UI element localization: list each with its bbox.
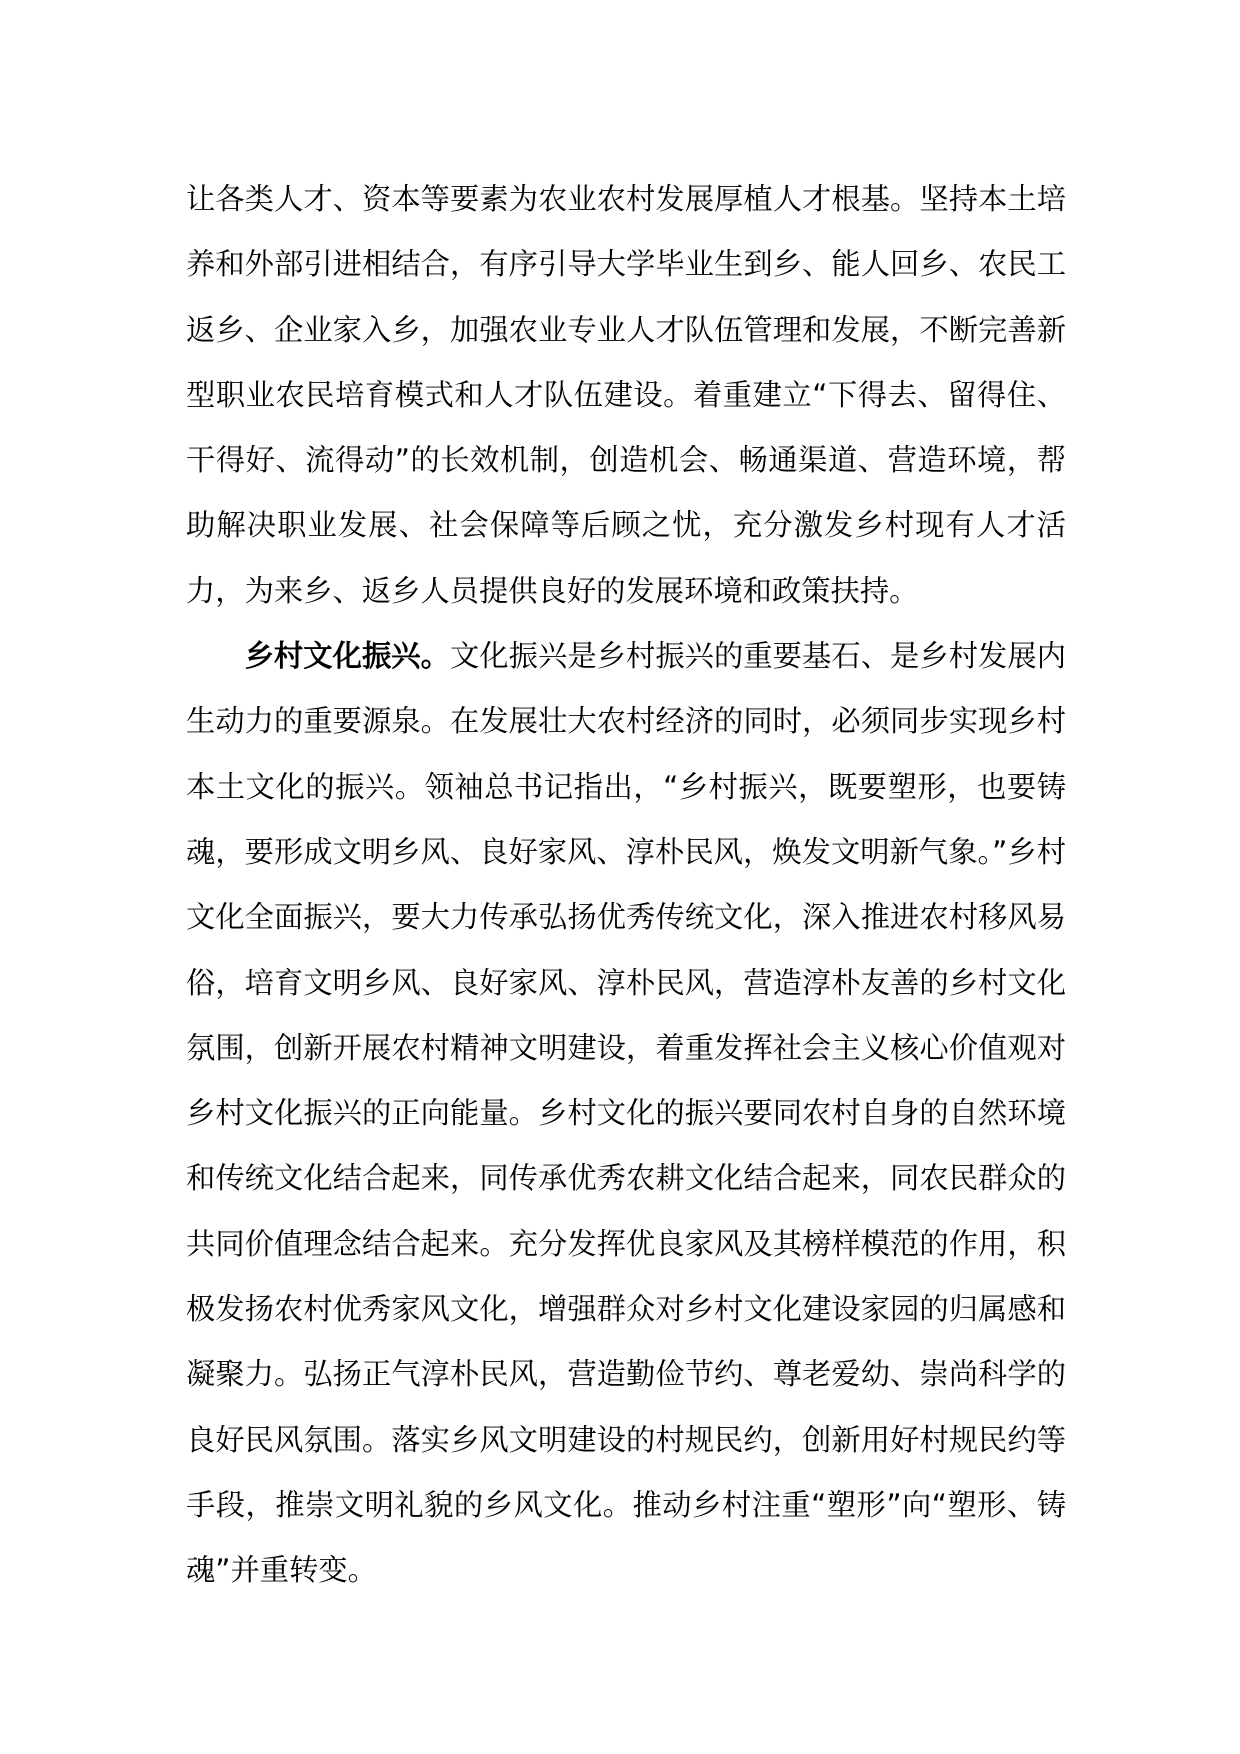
paragraph-text: 让各类人才、资本等要素为农业农村发展厚植人才根基。坚持本土培养和外部引进相结合，有序引导大学毕业生到乡、能人回乡、农民工返乡、企业家入乡，加强农业专业人才队伍管理和发展，不断完善新型职业农民培育模式和人才队伍建设。着重建立“下得去、留得住、干得好、流得动”的长效机制，创造机会、畅通渠道、营造环境，帮助解决职业发展、社会保障等后顾之忧，充分激发乡村现有人才活力，为来乡、返乡人员提供良好的发展环境和政策扶持。 bbox=[186, 182, 1066, 608]
paragraph-culture-revitalization bbox=[186, 624, 1066, 1603]
document-page bbox=[186, 167, 1066, 1604]
paragraph-heading: 乡村文化振兴。 bbox=[244, 639, 450, 674]
paragraph-text: 文化振兴是乡村振兴的重要基石、是乡村发展内生动力的重要源泉。在发展壮大农村经济的同时，必须同步实现乡村本土文化的振兴。领袖总书记指出，“乡村振兴，既要塑形，也要铸魂，要形成文明乡风、良好家风、淳朴民风，焕发文明新气象。”乡村文化全面振兴，要大力传承弘扬优秀传统文化，深入推进农村移风易俗，培育文明乡风、良好家风、淳朴民风，营造淳朴友善的乡村文化氛围，创新开展农村精神文明建设，着重发挥社会主义核心价值观对乡村文化振兴的正向能量。乡村文化的振兴要同农村自身的自然环境和传统文化结合起来，同传承优秀农耕文化结合起来，同农民群众的共同价值理念结合起来。充分发挥优良家风及其榜样模范的作用，积极发扬农村优秀家风文化，增强群众对乡村文化建设家园的归属感和凝聚力。弘扬正气淳朴民风，营造勤俭节约、尊老爱幼、崇尚科学的良好民风氛围。落实乡风文明建设的村规民约，创新用好村规民约等手段，推崇文明礼貌的乡风文化。推动乡村注重“塑形”向“塑形、铸魂”并重转变。 bbox=[186, 639, 1067, 1588]
paragraph-talent-continuation bbox=[186, 167, 1066, 624]
